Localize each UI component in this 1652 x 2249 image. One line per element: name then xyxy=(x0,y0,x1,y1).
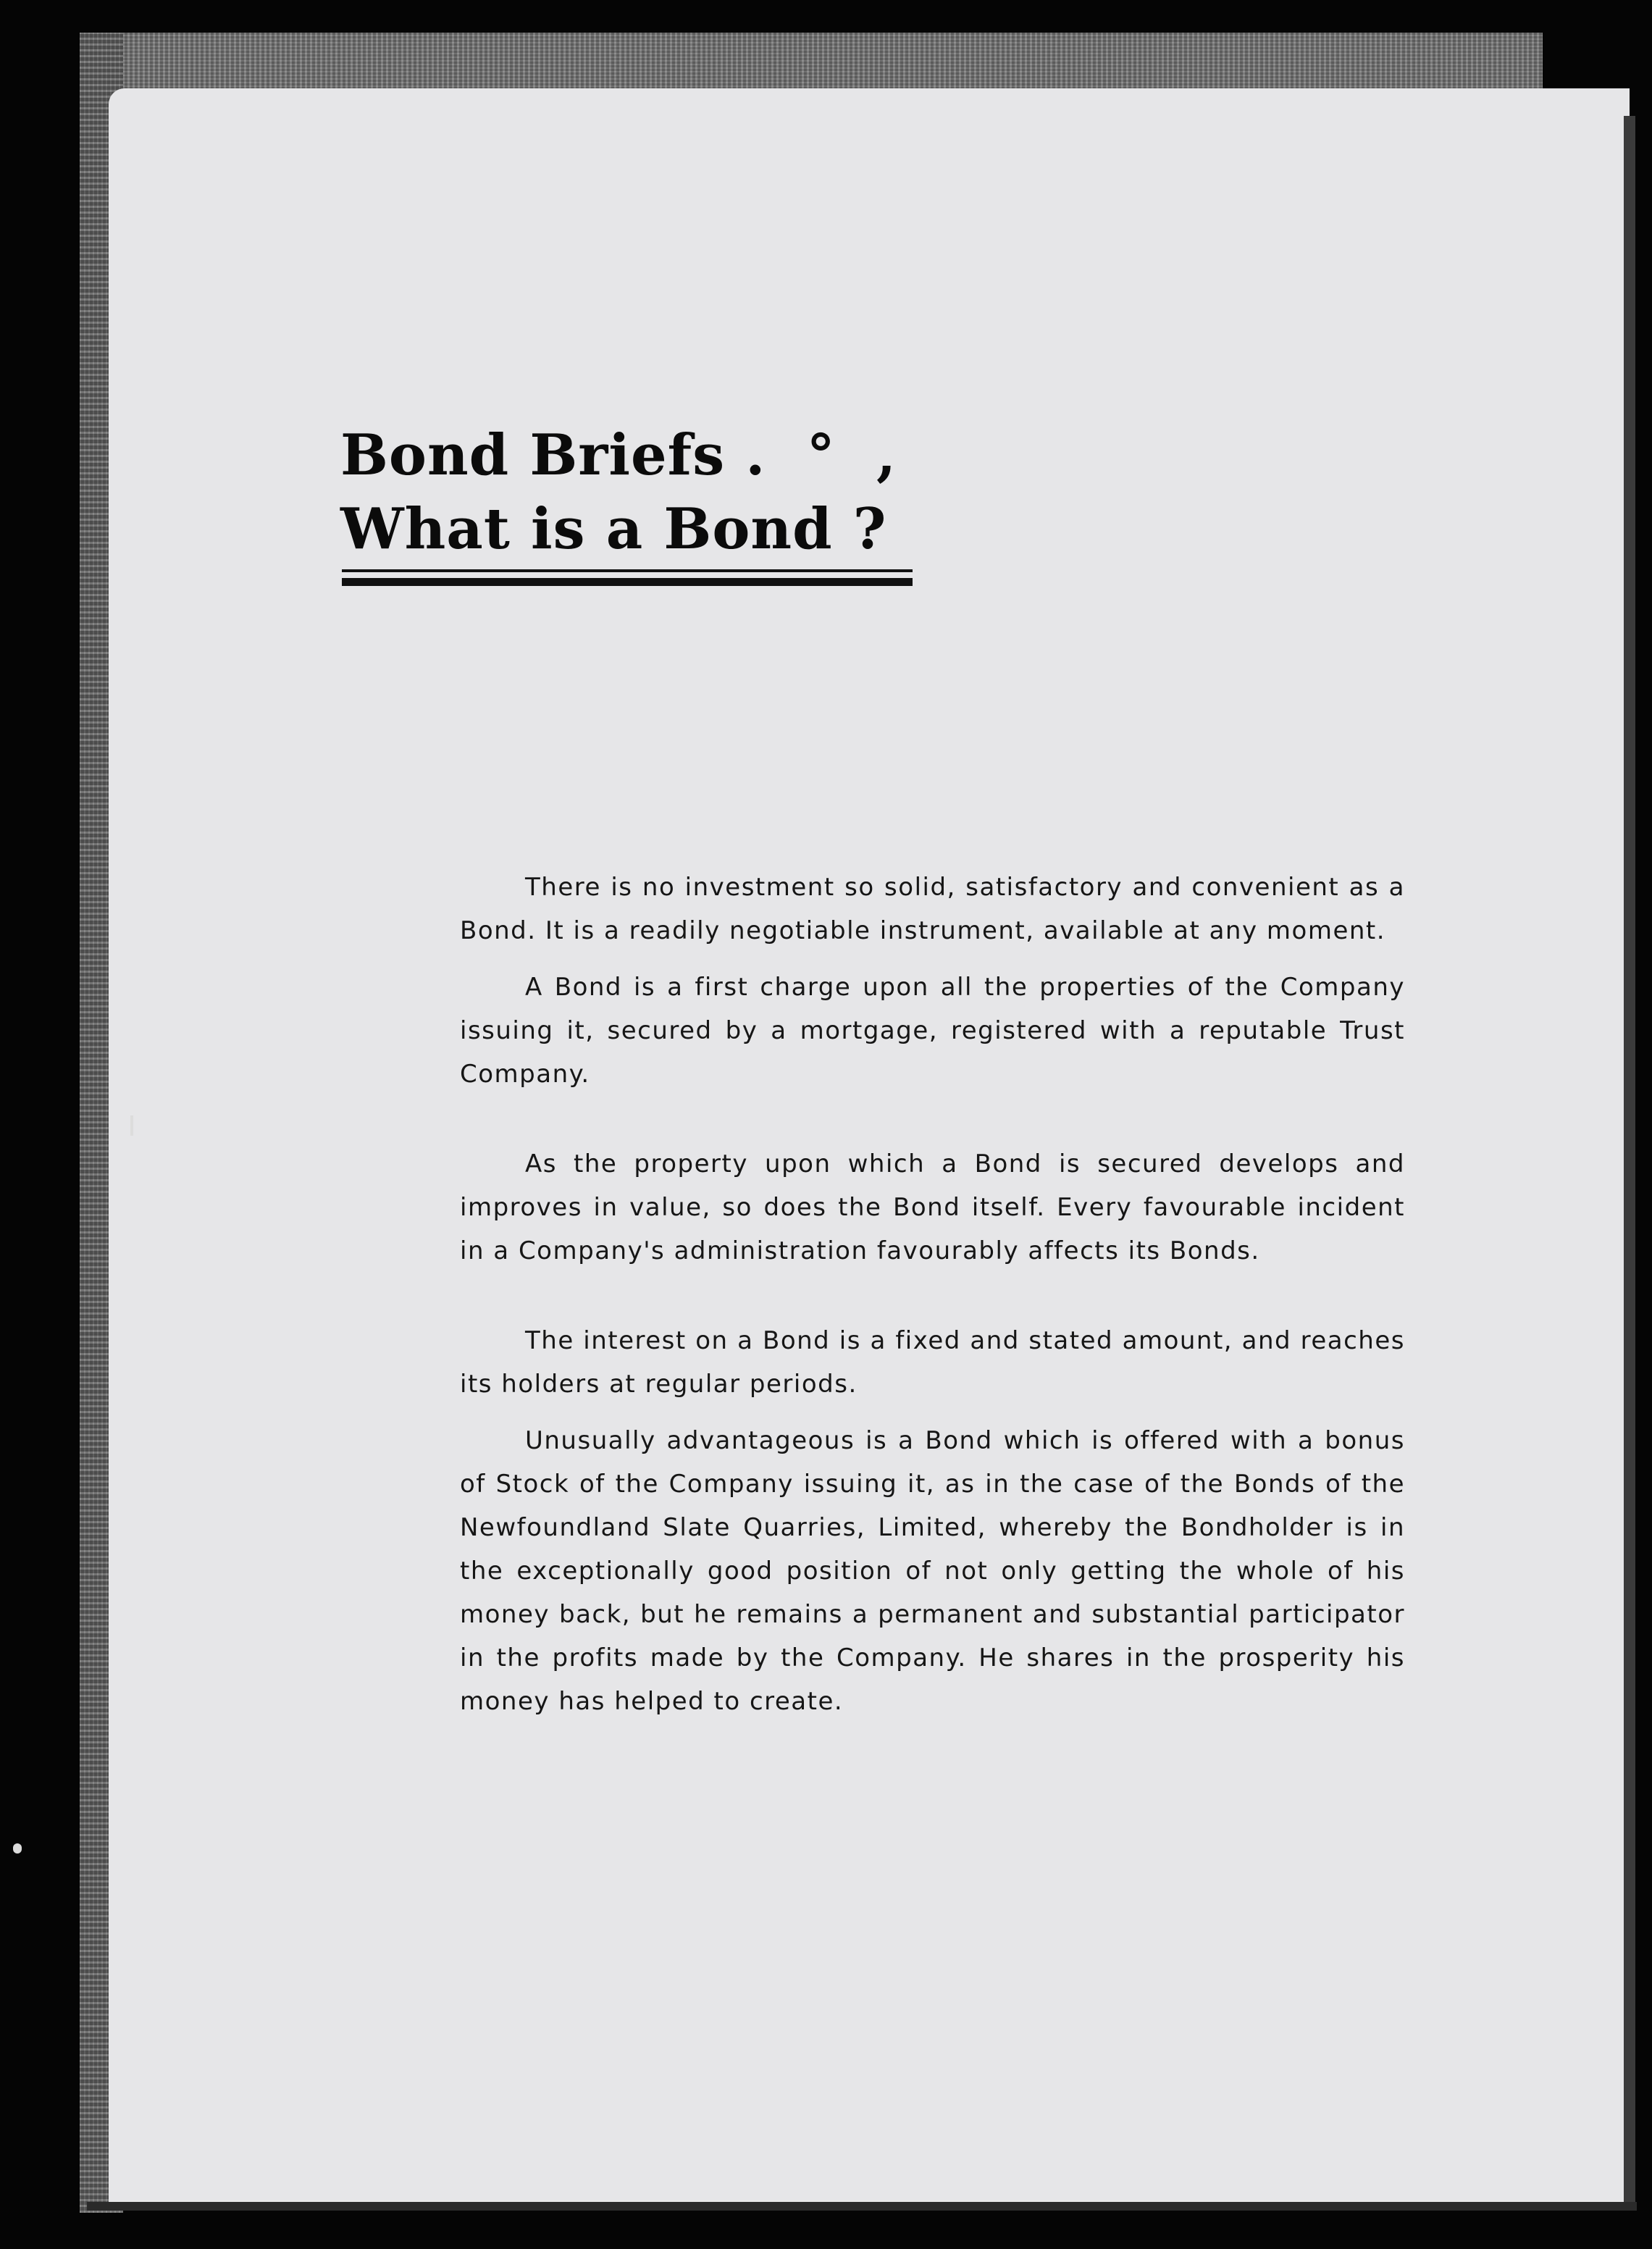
paragraph: A Bond is a first charge upon all the properties of the Company issuing it, secured by a mortgage, registered with a reputable Trust Company. xyxy=(460,973,1405,1089)
paragraph: Unusually advantageous is a Bond which is offered with a bonus of Stock of the Company issuing it, as in the case of the Bonds of the Newfoundland Slate Quarries, Limited, whereby the Bondholder is in the exceptionally good position of not only getting the whole of his money back, but he remains a permanent and substantial participator in the profits made by the Company. He shares in the prosperity his money has helped to create. xyxy=(460,1426,1405,1716)
page-title xyxy=(340,419,920,566)
scan-speck xyxy=(130,1115,133,1136)
title-line-2: What is a Bond ? xyxy=(340,496,887,562)
title-rule-thin xyxy=(342,569,913,572)
paragraph: As the property upon which a Bond is secured develops and improves in value, so does the Bond itself. Every favourable incident in a Company's administration favourably affects its Bonds. xyxy=(460,1149,1405,1265)
paragraph: The interest on a Bond is a fixed and stated amount, and reaches its holders at regular periods. xyxy=(460,1326,1405,1399)
title-rule-thick xyxy=(342,578,913,586)
scan-speck xyxy=(13,1843,22,1854)
body-text xyxy=(460,866,1405,1723)
page-right-edge xyxy=(1624,116,1635,2209)
title-line-1: Bond Briefs . ° , xyxy=(340,422,897,488)
page-bottom-edge xyxy=(87,2202,1637,2211)
paragraph: There is no investment so solid, satisfactory and convenient as a Bond. It is a readily negotiable instrument, available at any moment. xyxy=(460,873,1405,945)
